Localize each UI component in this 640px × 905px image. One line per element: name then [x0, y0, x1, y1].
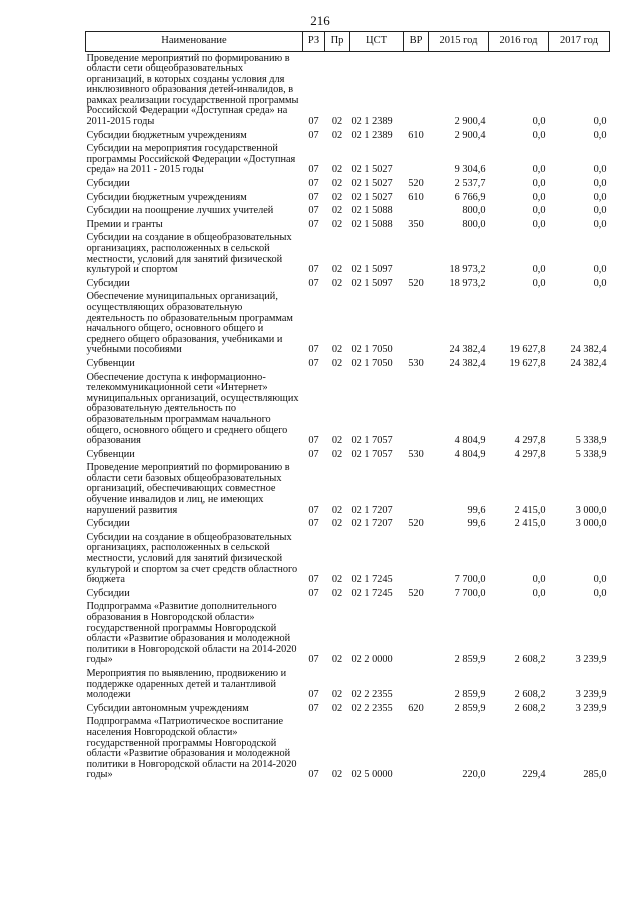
row-2017: 0,0: [593, 164, 607, 176]
row-pr: 02: [331, 205, 343, 217]
row-2016: 0,0: [532, 191, 546, 203]
row-2015: 220,0: [462, 769, 486, 781]
row-pr: 02: [331, 689, 343, 701]
row-name: Субвенции: [86, 448, 135, 460]
row-2017: 24 382,4: [570, 357, 607, 369]
row-cst: 02 1 7207: [351, 504, 393, 516]
table-row: [86, 218, 610, 232]
table-row: [86, 52, 610, 130]
table-row: [86, 357, 610, 371]
row-2015: 2 859,9: [454, 654, 486, 666]
row-pr: 02: [331, 344, 343, 356]
row-rz: 07: [308, 129, 319, 141]
table-row: [86, 601, 610, 668]
row-rz: 07: [308, 689, 319, 701]
table-header-row: [86, 32, 610, 52]
row-2017: 5 338,9: [575, 435, 607, 447]
row-vr: [404, 291, 429, 358]
row-name: Субсидии: [86, 518, 130, 530]
row-vr: 530: [408, 357, 424, 369]
row-rz: 07: [308, 191, 319, 203]
row-2016: 0,0: [532, 574, 546, 586]
row-rz: 07: [308, 702, 319, 714]
row-name: Субсидии бюджетным учреждениям: [86, 129, 247, 141]
row-2016: 229,4: [522, 769, 546, 781]
row-cst: 02 1 7050: [351, 357, 393, 369]
header-cst: ЦСТ: [350, 32, 404, 52]
row-2016: 2 608,2: [514, 654, 546, 666]
row-vr: 610: [408, 191, 424, 203]
row-name: Субсидии бюджетным учреждениям: [86, 191, 247, 203]
row-2017: 3 239,9: [575, 702, 607, 714]
row-2015: 4 804,9: [454, 448, 486, 460]
row-name: Субсидии: [86, 277, 130, 289]
row-2015: 800,0: [462, 218, 486, 230]
row-2015: 800,0: [462, 205, 486, 217]
row-pr: 02: [331, 504, 343, 516]
row-pr: 02: [331, 277, 343, 289]
row-cst: 02 1 7245: [351, 587, 393, 599]
row-name: Субвенции: [86, 357, 135, 369]
table-row: [86, 587, 610, 601]
row-pr: 02: [331, 654, 343, 666]
row-2017: 3 239,9: [575, 689, 607, 701]
row-2017: 0,0: [593, 191, 607, 203]
row-rz: 07: [308, 587, 319, 599]
row-vr: [404, 205, 429, 219]
row-cst: 02 1 5088: [351, 205, 393, 217]
row-2016: 4 297,8: [514, 435, 546, 447]
row-2016: 0,0: [532, 164, 546, 176]
row-vr: 530: [408, 448, 424, 460]
table-row: [86, 702, 610, 716]
row-2016: 19 627,8: [509, 344, 546, 356]
row-pr: 02: [331, 587, 343, 599]
row-name: Проведение мероприятий по формированию в области сети общеобразовательных организаций, в которых созданы условия для инклюзивного образования детей-инвалидов, в рамках реализации государственной программы Российской Федерации «Доступная среда» на 2011-2015 годы: [86, 52, 299, 128]
row-2016: 0,0: [532, 587, 546, 599]
row-cst: 02 1 5027: [351, 178, 393, 190]
row-name: Подпрограмма «Развитие дополнительного образования в Новгородской области» государственной программы Новгородской области «Развитие образования и молодежной политики в Новгородской области на 2014-2020 годы»: [86, 601, 297, 666]
row-cst: 02 1 5027: [351, 191, 393, 203]
row-2017: 0,0: [593, 277, 607, 289]
row-2015: 2 900,4: [454, 129, 486, 141]
header-2016: 2016 год: [489, 32, 549, 52]
row-2015: 9 304,6: [454, 164, 486, 176]
table-row: [86, 232, 610, 277]
row-cst: 02 1 7245: [351, 574, 393, 586]
row-2017: 285,0: [583, 769, 607, 781]
row-rz: 07: [308, 654, 319, 666]
table-row: [86, 518, 610, 532]
row-2016: 4 297,8: [514, 448, 546, 460]
row-2016: 19 627,8: [509, 357, 546, 369]
row-name: Субсидии: [86, 178, 130, 190]
table-row: [86, 531, 610, 587]
row-name: Субсидии на мероприятия государственной программы Российской Федерации «Доступная среда» на 2011 - 2015 годы: [86, 143, 296, 176]
row-2017: 3 000,0: [575, 504, 607, 516]
table-row: [86, 129, 610, 143]
row-cst: 02 1 5097: [351, 264, 393, 276]
row-2015: 6 766,9: [454, 191, 486, 203]
row-pr: 02: [331, 178, 343, 190]
row-pr: 02: [331, 129, 343, 141]
row-vr: 520: [408, 518, 424, 530]
row-2015: 2 859,9: [454, 702, 486, 714]
row-vr: [404, 232, 429, 277]
row-2015: 7 700,0: [454, 574, 486, 586]
row-name: Обеспечение доступа к информационно-телекоммуникационной сети «Интернет» муниципальных организаций, осуществляющих образовательную деятельность по образовательным программам начального общего, основного общего и среднего общего образования: [86, 371, 299, 447]
table-row: [86, 716, 610, 783]
row-2015: 4 804,9: [454, 435, 486, 447]
row-name: Мероприятия по выявлению, продвижению и поддержке одаренных детей и талантливой молодежи: [86, 667, 287, 701]
row-cst: 02 1 5088: [351, 218, 393, 230]
table-row: [86, 291, 610, 358]
row-2016: 2 608,2: [514, 689, 546, 701]
row-rz: 07: [308, 205, 319, 217]
table-body: [86, 52, 610, 783]
row-2015: 7 700,0: [454, 587, 486, 599]
header-name: Наименование: [86, 32, 303, 52]
row-2017: 3 239,9: [575, 654, 607, 666]
row-rz: 07: [308, 435, 319, 447]
row-name: Субсидии на создание в общеобразовательных организациях, расположенных в сельской местности, условий для занятий физической культурой и спортом за счет средств областного бюджета: [86, 531, 298, 586]
header-2017: 2017 год: [549, 32, 610, 52]
table-row: [86, 178, 610, 192]
table-row: [86, 462, 610, 518]
row-2017: 0,0: [593, 116, 607, 128]
row-name: Проведение мероприятий по формированию в области сети базовых общеобразовательных организаций, обеспечивающих совместное обучение инвалидов и лиц, не имеющих нарушений развития: [86, 462, 290, 516]
row-vr: [404, 371, 429, 448]
row-2017: 0,0: [593, 205, 607, 217]
row-2015: 18 973,2: [449, 277, 486, 289]
row-pr: 02: [331, 218, 343, 230]
row-cst: 02 2 2355: [351, 702, 393, 714]
row-vr: 350: [408, 218, 424, 230]
row-2017: 24 382,4: [570, 344, 607, 356]
row-2017: 0,0: [593, 587, 607, 599]
row-name: Подпрограмма «Патриотическое воспитание населения Новгородской области» государственной программы Новгородской области «Развитие образования и молодежной политики в Новгородской области на 2014-2020 годы»: [86, 716, 297, 781]
row-rz: 07: [308, 357, 319, 369]
row-2015: 24 382,4: [449, 357, 486, 369]
row-2017: 0,0: [593, 264, 607, 276]
row-vr: [404, 531, 429, 587]
row-2017: 3 000,0: [575, 518, 607, 530]
row-vr: 520: [408, 587, 424, 599]
row-vr: 620: [408, 702, 424, 714]
row-2015: 99,6: [467, 518, 486, 530]
row-2015: 2 900,4: [454, 116, 486, 128]
row-2017: 0,0: [593, 218, 607, 230]
row-pr: 02: [331, 574, 343, 586]
row-2016: 0,0: [532, 116, 546, 128]
row-name: Обеспечение муниципальных организаций, осуществляющих образовательную деятельность по образовательным программам начального общего, основного общего и среднего общего образования, учебниками и учебными пособиями: [86, 291, 293, 356]
row-2015: 99,6: [467, 504, 486, 516]
row-cst: 02 1 5097: [351, 277, 393, 289]
row-rz: 07: [308, 574, 319, 586]
row-rz: 07: [308, 264, 319, 276]
row-2016: 2 415,0: [514, 504, 546, 516]
row-pr: 02: [331, 357, 343, 369]
row-cst: 02 1 5027: [351, 164, 393, 176]
row-cst: 02 2 0000: [351, 654, 393, 666]
header-vr: ВР: [404, 32, 429, 52]
row-vr: [404, 143, 429, 178]
table-row: [86, 448, 610, 462]
page-number: 216: [310, 13, 330, 28]
row-2016: 0,0: [532, 129, 546, 141]
row-cst: 02 1 2389: [351, 129, 393, 141]
row-name: Субсидии на создание в общеобразовательных организациях, расположенных в сельской местности, условий для занятий физической культурой и спортом: [86, 232, 292, 276]
header-2015: 2015 год: [429, 32, 489, 52]
row-pr: 02: [331, 435, 343, 447]
row-pr: 02: [331, 448, 343, 460]
row-rz: 07: [308, 344, 319, 356]
row-rz: 07: [308, 277, 319, 289]
row-name: Субсидии на поощрение лучших учителей: [86, 205, 274, 217]
row-pr: 02: [331, 191, 343, 203]
budget-table: [85, 31, 610, 782]
row-cst: 02 1 7050: [351, 344, 393, 356]
row-rz: 07: [308, 504, 319, 516]
row-vr: 520: [408, 277, 424, 289]
table-row: [86, 191, 610, 205]
row-pr: 02: [331, 264, 343, 276]
row-2017: 0,0: [593, 178, 607, 190]
row-2017: 0,0: [593, 574, 607, 586]
row-rz: 07: [308, 448, 319, 460]
row-vr: [404, 601, 429, 668]
table-row: [86, 143, 610, 178]
row-rz: 07: [308, 518, 319, 530]
row-name: Субсидии автономным учреждениям: [86, 702, 249, 714]
row-vr: [404, 462, 429, 518]
row-rz: 07: [308, 116, 319, 128]
row-pr: 02: [331, 164, 343, 176]
row-2016: 2 608,2: [514, 702, 546, 714]
row-rz: 07: [308, 769, 319, 781]
table-row: [86, 667, 610, 702]
row-vr: [404, 52, 429, 130]
row-cst: 02 1 7207: [351, 518, 393, 530]
row-pr: 02: [331, 702, 343, 714]
row-2016: 0,0: [532, 277, 546, 289]
row-rz: 07: [308, 218, 319, 230]
row-2017: 0,0: [593, 129, 607, 141]
table-row: [86, 371, 610, 448]
row-pr: 02: [331, 518, 343, 530]
row-cst: 02 1 2389: [351, 116, 393, 128]
row-2016: 0,0: [532, 178, 546, 190]
row-2015: 18 973,2: [449, 264, 486, 276]
row-2016: 0,0: [532, 205, 546, 217]
table-row: [86, 277, 610, 291]
row-pr: 02: [331, 769, 343, 781]
row-vr: 610: [408, 129, 424, 141]
row-name: Субсидии: [86, 587, 130, 599]
row-vr: [404, 667, 429, 702]
row-pr: 02: [331, 116, 343, 128]
header-rz: РЗ: [303, 32, 325, 52]
row-2015: 2 859,9: [454, 689, 486, 701]
row-cst: 02 5 0000: [351, 769, 393, 781]
table-row: [86, 205, 610, 219]
row-2016: 0,0: [532, 264, 546, 276]
row-vr: [404, 716, 429, 783]
row-name: Премии и гранты: [86, 218, 163, 230]
row-rz: 07: [308, 164, 319, 176]
row-cst: 02 2 2355: [351, 689, 393, 701]
row-2015: 2 537,7: [454, 178, 486, 190]
row-2015: 24 382,4: [449, 344, 486, 356]
row-2016: 2 415,0: [514, 518, 546, 530]
row-cst: 02 1 7057: [351, 448, 393, 460]
row-rz: 07: [308, 178, 319, 190]
row-2016: 0,0: [532, 218, 546, 230]
row-2017: 5 338,9: [575, 448, 607, 460]
row-vr: 520: [408, 178, 424, 190]
header-pr: Пр: [325, 32, 350, 52]
row-cst: 02 1 7057: [351, 435, 393, 447]
